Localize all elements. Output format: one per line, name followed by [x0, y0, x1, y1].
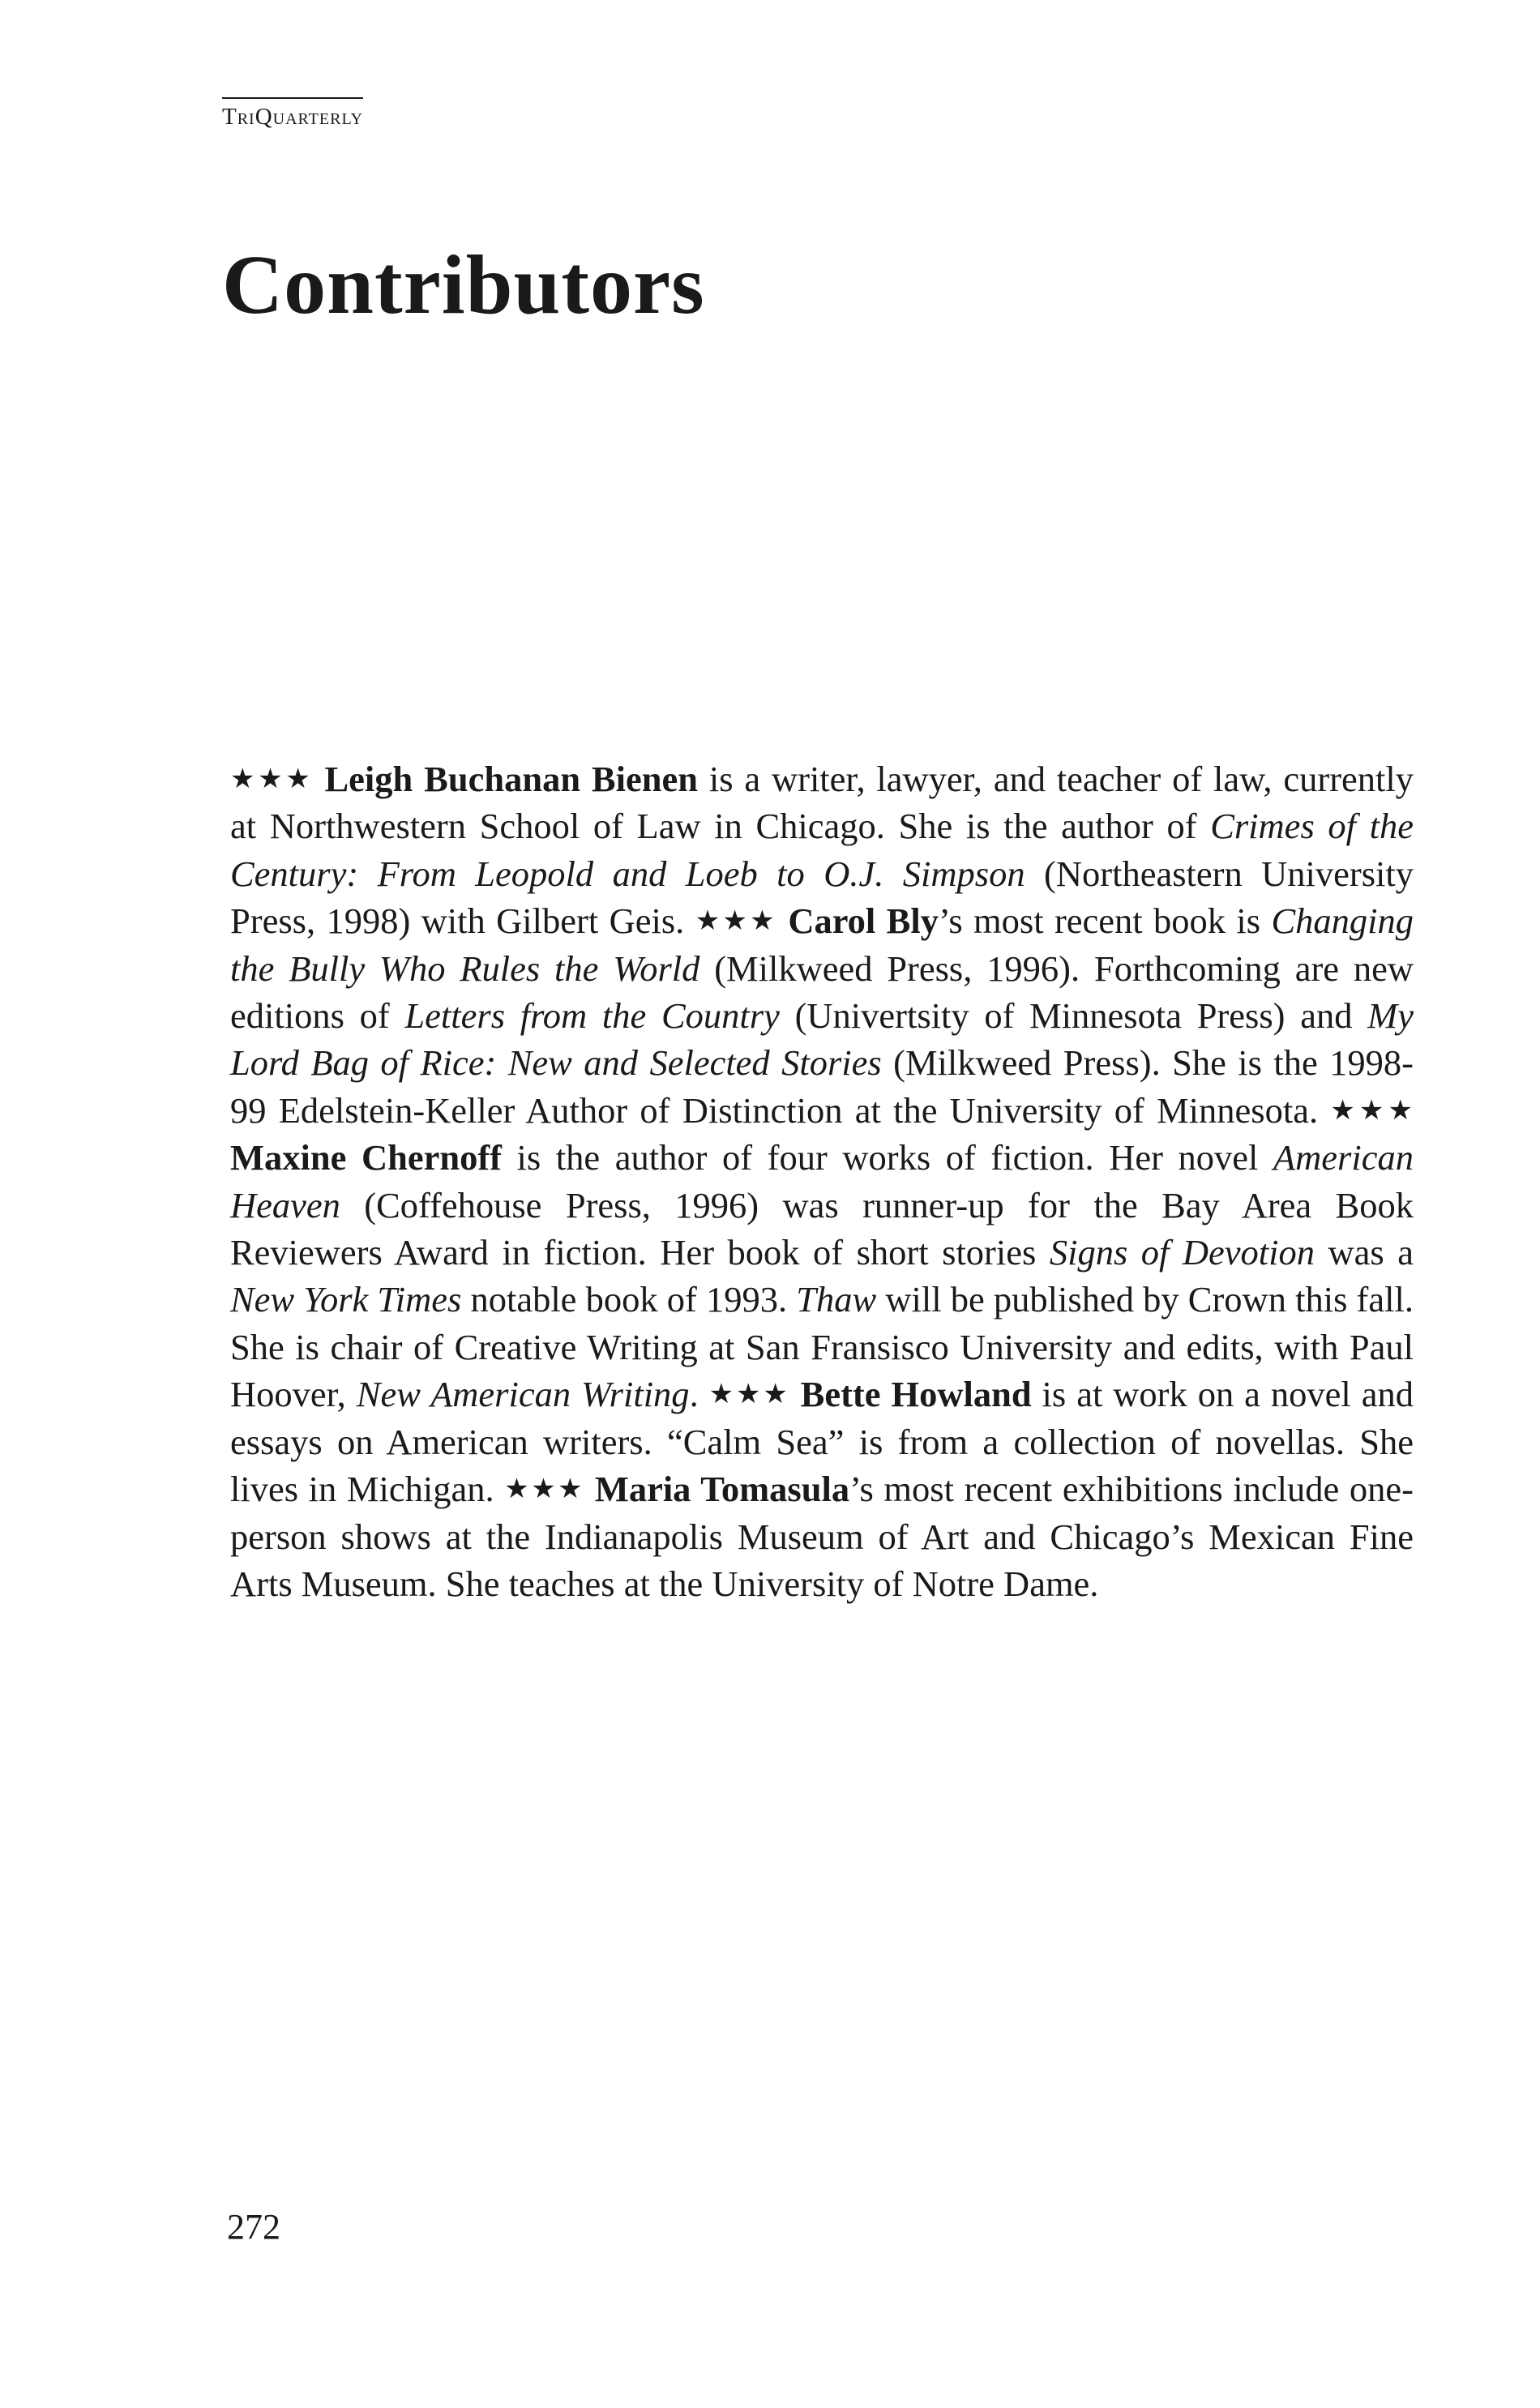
- bio-text: is at work on a novel and essays on American writers. “Calm Sea” is from a collection of novellas. She lives in Michigan.: [230, 1374, 1414, 1510]
- book-title: Thaw: [796, 1279, 877, 1320]
- star-separator-icon: ★★★: [230, 763, 314, 795]
- bio-text: ’s most recent book is: [938, 900, 1272, 942]
- star-separator-icon: ★★★: [1330, 1093, 1414, 1127]
- page-title: Contributors: [222, 238, 705, 331]
- star-separator-icon: ★★★: [708, 1378, 790, 1411]
- bio-text: (Univertsity of Minnesota Press) and: [779, 995, 1368, 1037]
- contributor-name-bly: Carol Bly: [788, 900, 939, 942]
- book-title: Crimes of the Century: From Leopold and Loeb to O.J. Simpson: [230, 806, 1414, 894]
- star-separator-icon: ★★★: [695, 905, 777, 938]
- contributor-name-howland: Bette Howland: [800, 1374, 1032, 1415]
- contributor-name-tomasula: Maria Tomasula: [594, 1469, 850, 1510]
- book-title: Signs of Devotion: [1049, 1232, 1315, 1273]
- running-head: TriQuarterly: [222, 97, 363, 130]
- book-title: American Heaven: [230, 1137, 1414, 1225]
- star-separator-icon: ★★★: [504, 1473, 585, 1506]
- bio-text: (Coffehouse Press, 1996) was runner-up for the Bay Area Book Reviewers Award in fiction. Her book of short stories: [230, 1184, 1414, 1273]
- bio-text: ’s most recent exhibitions include one-person shows at the Indianapolis Museum of Art and Chicago’s Mexican Fine Arts Museum. She teaches at the University of Notre Dame.: [230, 1469, 1414, 1604]
- bio-text: is the author of four works of fiction. Her novel: [501, 1137, 1273, 1178]
- bio-text: (Milkweed Press). She is the 1998-99 Edelstein-Keller Author of Distinction at the University of Minnesota.: [230, 1042, 1414, 1131]
- publication-title: New American Writing: [356, 1374, 690, 1415]
- bio-text: (Northeastern University Press, 1998) with Gilbert Geis.: [230, 853, 1414, 942]
- bio-text: was a: [1315, 1232, 1414, 1273]
- page-number: 272: [227, 2207, 280, 2247]
- book-title: Letters from the Country: [404, 995, 780, 1037]
- contributor-name-bienen: Leigh Buchanan Bienen: [324, 759, 698, 799]
- book-title: Changing the Bully Who Rules the World: [230, 900, 1414, 989]
- bio-text: notable book of 1993.: [461, 1279, 797, 1320]
- bio-text: .: [689, 1374, 709, 1415]
- contributor-name-chernoff: Maxine Chernoff: [230, 1137, 502, 1178]
- publication-title: New York Times: [230, 1279, 462, 1320]
- bio-text: is a writer, lawyer, and teacher of law, currently at Northwestern School of Law in Chicago. She is the author of: [230, 759, 1414, 847]
- bio-text: will be published by Crown this fall. She is chair of Creative Writing at San Fransisco University and edits, with Paul Hoover,: [230, 1279, 1414, 1415]
- book-title: My Lord Bag of Rice: New and Selected Stories: [230, 995, 1414, 1084]
- bio-text: (Milkweed Press, 1996). Forthcoming are new editions of: [230, 947, 1414, 1037]
- contributors-bios: [230, 755, 1414, 1607]
